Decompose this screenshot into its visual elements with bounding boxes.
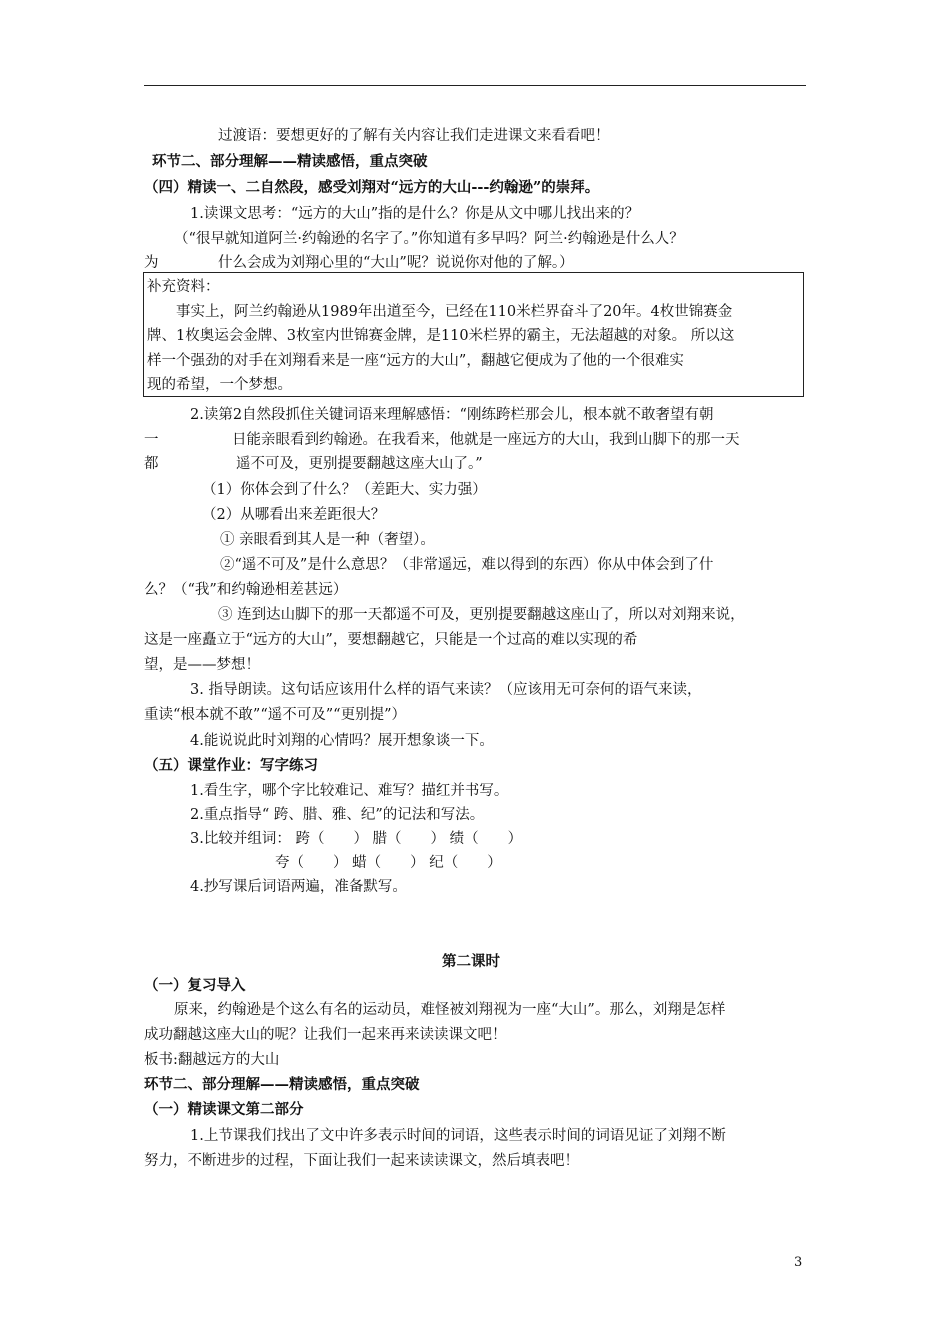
- paragraph-line: 重读“根本就不敢”“遥不可及”“更别提”）: [144, 707, 406, 723]
- sub-question: （2）从哪看出来差距很大？: [202, 507, 386, 523]
- paragraph-line: 日能亲眼看到约翰逊。在我看来，他就是一座远方的大山，我到山脚下的那一天: [232, 432, 740, 448]
- paragraph-line: 什么会成为刘翔心里的“大山”呢？说说你对他的了解。）: [218, 255, 574, 271]
- question-line: 2.读第2自然段抓住关键词语来理解感悟：“刚练跨栏那会儿，根本就不敢奢望有朝: [190, 407, 714, 423]
- box-title: 补充资料：: [147, 279, 220, 295]
- box-line: 牌、1枚奥运会金牌、3枚室内世锦赛金牌，是110米栏界的霸主，无法超越的对象。 所以这: [147, 328, 735, 344]
- paragraph-line: 遥不可及，更别提要翻越这座大山了。”: [236, 456, 483, 472]
- exercise-line: 4.抄写课后词语两遍，准备默写。: [190, 879, 407, 895]
- answer-line: 望，是——梦想！: [144, 657, 260, 673]
- paragraph-line: 成功翻越这座大山的呢？让我们一起来再来读读课文吧！: [144, 1027, 507, 1043]
- paragraph-line: 为: [144, 255, 159, 271]
- paragraph-line: 原来，约翰逊是个这么有名的运动员，难怪被刘翔视为一座“大山”。那么，刘翔是怎样: [174, 1002, 726, 1018]
- paragraph-line: 一: [144, 432, 159, 448]
- exercise-line: 夸（ ） 蜡（ ） 纪（ ）: [275, 855, 502, 871]
- box-line: 样一个强劲的对手在刘翔看来是一座“远方的大山”，翻越它便成为了他的一个很难实: [147, 353, 684, 369]
- answer-line: ① 亲眼看到其人是一种（奢望）。: [220, 532, 435, 548]
- answer-line: 这是一座矗立于“远方的大山”，要想翻越它，只能是一个过高的难以实现的希: [144, 632, 638, 648]
- paragraph-line: 都: [144, 456, 159, 472]
- exercise-line: 1.看生字，哪个字比较难记、难写？描红并书写。: [190, 783, 509, 799]
- question-line: 1.读课文思考：“远方的大山”指的是什么？你是从文中哪儿找出来的？: [190, 206, 640, 222]
- answer-line: 么？（“我”和约翰逊相差甚远）: [144, 582, 348, 598]
- part-heading: （四）精读一、二自然段，感受刘翔对“远方的大山---约翰逊”的崇拜。: [144, 179, 600, 196]
- page-number: 3: [794, 1255, 803, 1270]
- exercise-line: 2.重点指导“ 跨、腊、雅、纪”的记法和写法。: [190, 807, 485, 823]
- part-heading: （五）课堂作业：写字练习: [144, 757, 318, 774]
- paragraph-line: （“很早就知道阿兰·约翰逊的名字了。”你知道有多早吗？阿兰·约翰逊是什么人？: [174, 231, 684, 247]
- exercise-line: 3.比较并组词： 跨（ ） 腊（ ） 绩（ ）: [190, 831, 523, 847]
- transition-text: 过渡语：要想更好的了解有关内容让我们走进课文来看看吧！: [218, 128, 610, 144]
- paragraph-line: 努力，不断进步的过程，下面让我们一起来读读课文，然后填表吧！: [144, 1153, 579, 1169]
- box-line: 事实上，阿兰约翰逊从1989年出道至今，已经在110米栏界奋斗了20年。4枚世锦赛金: [176, 304, 733, 320]
- answer-line: ③ 连到达山脚下的那一天都遥不可及，更别提要翻越这座山了，所以对刘翔来说，: [218, 607, 745, 623]
- lesson-title: 第二课时: [442, 953, 500, 970]
- part-heading: （一）复习导入: [144, 977, 246, 994]
- blackboard-line: 板书:翻越远方的大山: [144, 1052, 280, 1068]
- answer-line: ②“遥不可及”是什么意思？（非常遥远，难以得到的东西）你从中体会到了什: [220, 557, 714, 573]
- header-rule: [144, 85, 806, 86]
- box-line: 现的希望，一个梦想。: [147, 377, 292, 393]
- question-line: 3. 指导朗读。这句话应该用什么样的语气来读？（应该用无可奈何的语气来读，: [190, 682, 702, 698]
- part-heading: （一）精读课文第二部分: [144, 1101, 304, 1118]
- section-heading: 环节二、部分理解——精读感悟，重点突破: [152, 153, 428, 170]
- paragraph-line: 1.上节课我们找出了文中许多表示时间的词语，这些表示时间的词语见证了刘翔不断: [190, 1128, 726, 1144]
- question-line: 4.能说说此时刘翔的心情吗？展开想象谈一下。: [190, 733, 494, 749]
- section-heading: 环节二、部分理解——精读感悟，重点突破: [144, 1076, 420, 1093]
- sub-question: （1）你体会到了什么？（差距大、实力强）: [202, 482, 487, 498]
